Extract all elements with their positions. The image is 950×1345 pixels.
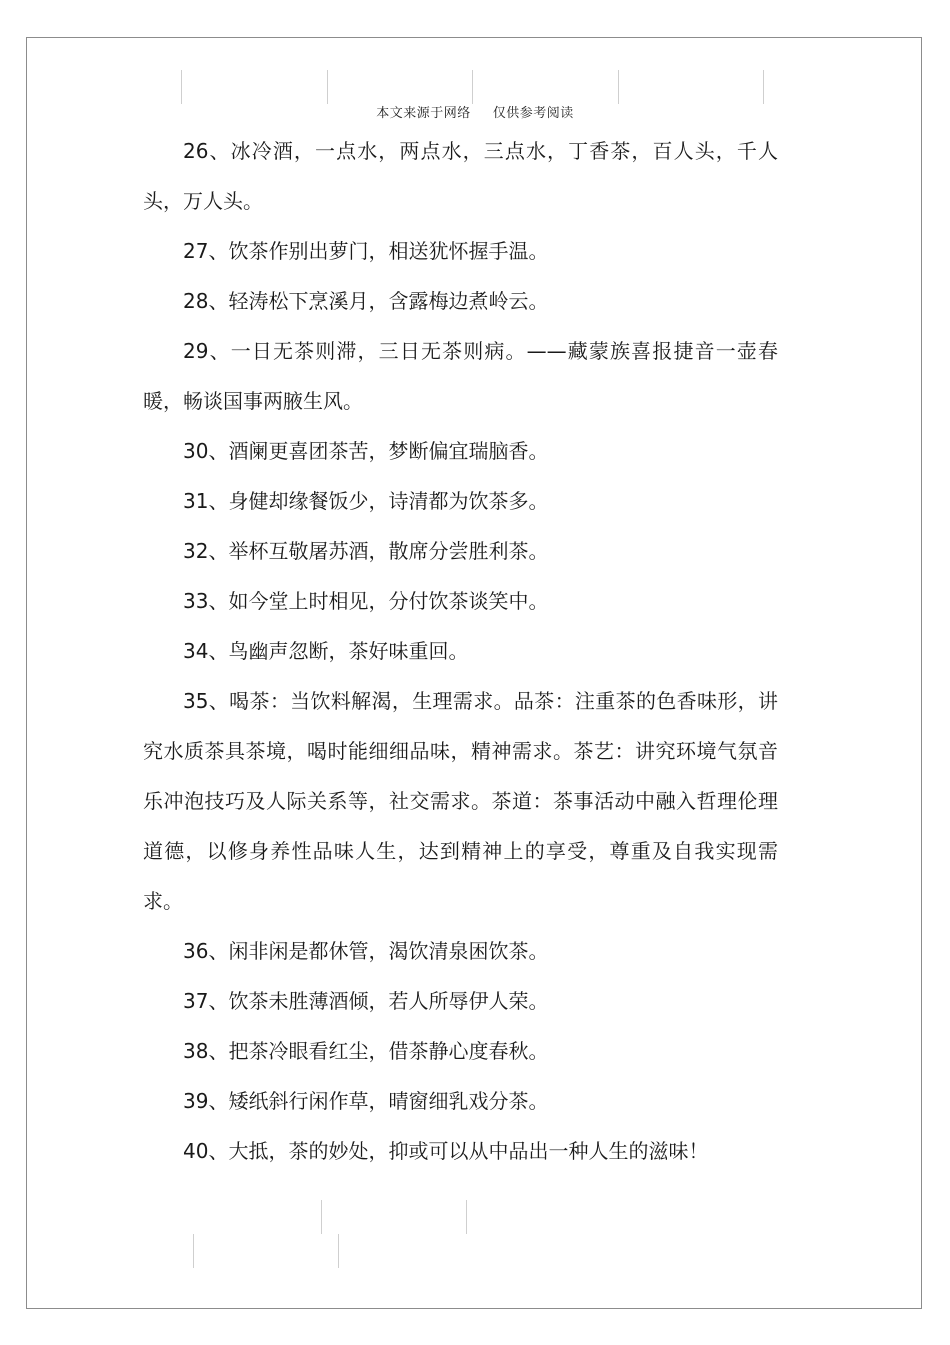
page-header — [0, 102, 950, 121]
paragraph: 34、鸟幽声忽断，茶好味重回。 — [183, 639, 469, 663]
divider — [193, 1234, 194, 1268]
header-reference-note: 仅供参考阅读 — [492, 106, 574, 121]
document-body — [143, 126, 778, 1176]
divider — [472, 70, 473, 104]
divider — [618, 70, 619, 104]
divider — [181, 70, 182, 104]
paragraph: 27、饮茶作别出萝门，相送犹怀握手温。 — [183, 239, 549, 263]
divider — [321, 1200, 322, 1234]
paragraph: 29、一日无茶则滞，三日无茶则病。——藏蒙族喜报捷音一壶春暖，畅谈国事两腋生风。 — [143, 339, 778, 413]
paragraph: 28、轻涛松下烹溪月，含露梅边煮岭云。 — [183, 289, 549, 313]
paragraph: 37、饮茶未胜薄酒倾，若人所辱伊人荣。 — [183, 989, 549, 1013]
paragraph: 30、酒阑更喜团茶苦，梦断偏宜瑞脑香。 — [183, 439, 549, 463]
paragraph: 33、如今堂上时相见，分付饮茶谈笑中。 — [183, 589, 549, 613]
paragraph: 31、身健却缘餐饭少，诗清都为饮茶多。 — [183, 489, 549, 513]
divider — [763, 70, 764, 104]
divider — [327, 70, 328, 104]
paragraph: 32、举杯互敬屠苏酒，散席分尝胜利茶。 — [183, 539, 549, 563]
paragraph: 40、大抵，茶的妙处，抑或可以从中品出一种人生的滋味！ — [183, 1139, 709, 1163]
paragraph: 36、闲非闲是都休管，渴饮清泉困饮茶。 — [183, 939, 549, 963]
paragraph: 38、把茶冷眼看红尘，借茶静心度春秋。 — [183, 1039, 549, 1063]
divider — [338, 1234, 339, 1268]
paragraph: 26、冰冷酒，一点水，两点水，三点水，丁香茶，百人头，千人头，万人头。 — [143, 139, 778, 213]
paragraph: 39、矮纸斜行闲作草，晴窗细乳戏分茶。 — [183, 1089, 549, 1113]
header-source-note: 本文来源于网络 — [376, 106, 471, 121]
divider — [466, 1200, 467, 1234]
paragraph: 35、喝茶：当饮料解渴，生理需求。品茶：注重茶的色香味形，讲究水质茶具茶境，喝时能细细品味，精神需求。茶艺：讲究环境气氛音乐冲泡技巧及人际关系等，社交需求。茶道：茶事活动中融入哲理伦理道德，以修身养性品味人生，达到精神上的享受，尊重及自我实现需求。 — [143, 689, 778, 913]
